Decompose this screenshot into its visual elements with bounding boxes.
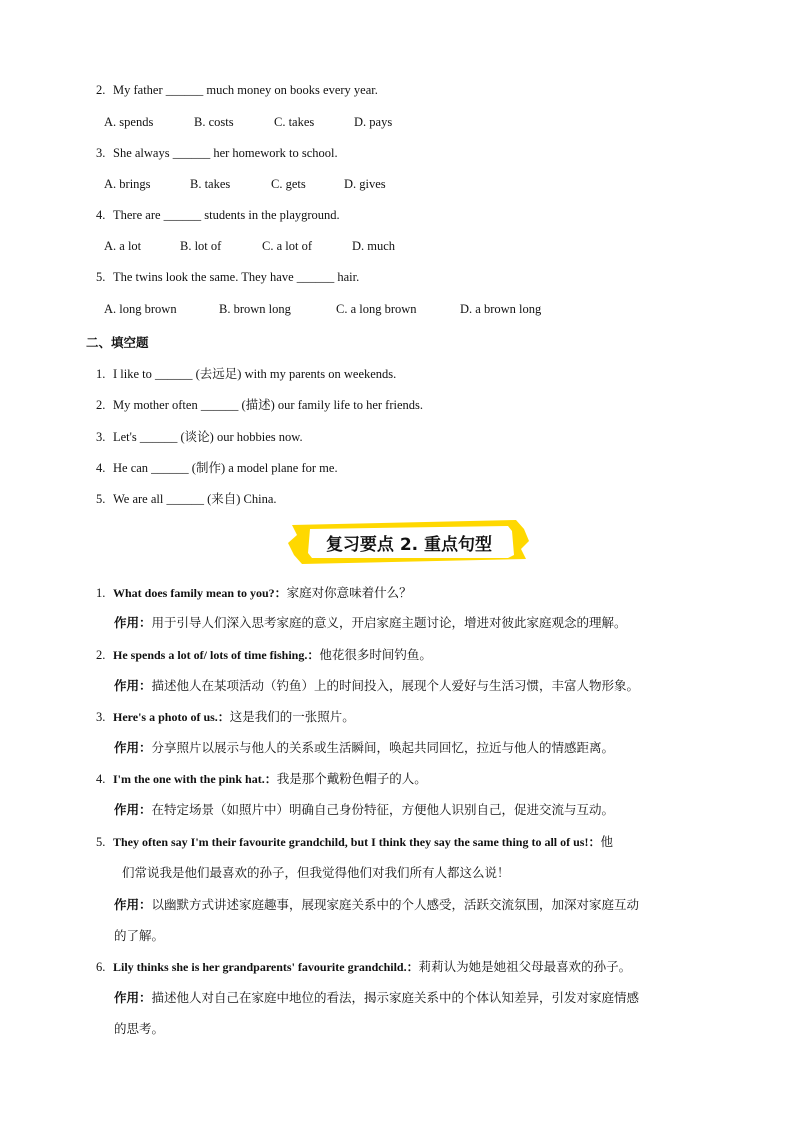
question-number: 3. bbox=[96, 146, 106, 160]
sentence-usage bbox=[114, 613, 627, 631]
usage-label: 作用： bbox=[114, 897, 152, 912]
usage-text: 以幽默方式讲述家庭趣事，展现家庭关系中的个人感受，活跃交流氛围，加深对家庭互动 bbox=[151, 897, 640, 912]
sentence-5 bbox=[96, 832, 613, 850]
sentence-english: I'm the one with the pink hat.： bbox=[113, 772, 277, 786]
sentence-chinese: 他 bbox=[600, 834, 613, 849]
usage-label: 作用： bbox=[114, 802, 152, 817]
option-a: A. a lot bbox=[104, 239, 142, 253]
sentence-chinese: 他花很多时间钓鱼。 bbox=[319, 647, 432, 662]
item-number: 5. bbox=[96, 492, 106, 506]
option-d: D. much bbox=[352, 239, 396, 253]
usage-text: 在特定场景（如照片中）明确自己身份特征，方便他人识别自己，促进交流与互动。 bbox=[151, 802, 615, 817]
sentence-english: He spends a lot of/ lots of time fishing.： bbox=[113, 648, 320, 662]
sentence-chinese: 我是那个戴粉色帽子的人。 bbox=[276, 771, 427, 786]
sentence-english: They often say I'm their favourite grandchild, but I think they say the same thing to all of us!： bbox=[113, 835, 601, 849]
sentence-3 bbox=[96, 707, 355, 725]
question-text: She always ______ her homework to school. bbox=[113, 146, 338, 160]
options-row bbox=[104, 302, 541, 317]
usage-text: 描述他人在某项活动（钓鱼）上的时间投入，展现个人爱好与生活习惯，丰富人物形象。 bbox=[151, 678, 640, 693]
option-d: D. a brown long bbox=[460, 302, 542, 316]
question-5 bbox=[96, 270, 359, 285]
usage-text: 用于引导人们深入思考家庭的意义，开启家庭主题讨论，增进对彼此家庭观念的理解。 bbox=[151, 615, 627, 630]
sentence-english: Here's a photo of us.： bbox=[113, 710, 230, 724]
question-4 bbox=[96, 208, 340, 223]
usage-text: 描述他人对自己在家庭中地位的看法，揭示家庭关系中的个体认知差异，引发对家庭情感 bbox=[151, 990, 640, 1005]
options-row bbox=[104, 177, 386, 192]
sentence-chinese: 家庭对你意味着什么？ bbox=[286, 585, 412, 600]
usage-continued: 的思考。 bbox=[114, 1021, 165, 1036]
fill-item-3 bbox=[96, 427, 303, 445]
sentence-chinese: 这是我们的一张照片。 bbox=[229, 709, 355, 724]
option-c: C. a long brown bbox=[336, 302, 417, 316]
question-2 bbox=[96, 83, 378, 98]
sentence-number: 5. bbox=[96, 835, 106, 849]
fill-item-1 bbox=[96, 364, 396, 382]
usage-label: 作用： bbox=[114, 678, 152, 693]
question-number: 2. bbox=[96, 83, 106, 97]
sentence-number: 6. bbox=[96, 960, 106, 974]
options-row bbox=[104, 115, 392, 130]
sentence-4 bbox=[96, 769, 427, 787]
option-a: A. long brown bbox=[104, 302, 177, 316]
sentence-usage bbox=[114, 895, 639, 913]
option-b: B. takes bbox=[190, 177, 231, 191]
sentence-chinese: 莉莉认为她是她祖父母最喜欢的孙子。 bbox=[418, 959, 632, 974]
item-number: 2. bbox=[96, 398, 106, 412]
option-a: A. brings bbox=[104, 177, 151, 191]
option-b: B. brown long bbox=[219, 302, 291, 316]
question-3 bbox=[96, 146, 338, 161]
sentence-english: What does family mean to you?： bbox=[113, 586, 287, 600]
question-number: 4. bbox=[96, 208, 106, 222]
option-c: C. gets bbox=[271, 177, 306, 191]
sentence-6 bbox=[96, 957, 631, 975]
item-number: 3. bbox=[96, 430, 106, 444]
sentence-1 bbox=[96, 583, 412, 601]
sentence-number: 3. bbox=[96, 710, 106, 724]
usage-continued: 的了解。 bbox=[114, 928, 165, 943]
banner-title: 复习要点 2. 重点句型 bbox=[325, 534, 493, 555]
item-text: Let's ______ (谈论) our hobbies now. bbox=[113, 430, 303, 444]
sentence-2 bbox=[96, 645, 432, 663]
sentence-number: 4. bbox=[96, 772, 106, 786]
question-text: The twins look the same. They have ______ hair. bbox=[113, 270, 360, 284]
question-text: My father ______ much money on books every year. bbox=[113, 83, 378, 97]
option-b: B. lot of bbox=[180, 239, 222, 253]
fill-item-2 bbox=[96, 395, 423, 413]
item-number: 1. bbox=[96, 367, 106, 381]
item-text: We are all ______ (来自) China. bbox=[113, 492, 277, 506]
item-number: 4. bbox=[96, 461, 106, 475]
sentence-usage bbox=[114, 676, 639, 694]
item-text: I like to ______ (去远足) with my parents on weekends. bbox=[113, 367, 397, 381]
sentence-usage bbox=[114, 738, 614, 756]
item-text: My mother often ______ (描述) our family life to her friends. bbox=[113, 398, 423, 412]
option-d: D. gives bbox=[344, 177, 386, 191]
question-number: 5. bbox=[96, 270, 106, 284]
usage-text: 分享照片以展示与他人的关系或生活瞬间，唤起共同回忆，拉近与他人的情感距离。 bbox=[151, 740, 615, 755]
sentence-usage bbox=[114, 988, 639, 1006]
option-c: C. a lot of bbox=[262, 239, 312, 253]
usage-label: 作用： bbox=[114, 990, 152, 1005]
option-c: C. takes bbox=[274, 115, 315, 129]
options-row bbox=[104, 239, 395, 254]
usage-label: 作用： bbox=[114, 740, 152, 755]
option-a: A. spends bbox=[104, 115, 154, 129]
section-banner bbox=[288, 519, 530, 565]
sentence-number: 1. bbox=[96, 586, 106, 600]
sentence-chinese-continued: 们常说我是他们最喜欢的孙子，但我觉得他们对我们所有人都这么说！ bbox=[122, 865, 510, 880]
sentence-english: Lily thinks she is her grandparents' favourite grandchild.： bbox=[113, 960, 419, 974]
fill-item-4 bbox=[96, 458, 338, 476]
item-text: He can ______ (制作) a model plane for me. bbox=[113, 461, 338, 475]
section-heading: 二、填空题 bbox=[86, 335, 149, 350]
option-d: D. pays bbox=[354, 115, 393, 129]
sentence-usage bbox=[114, 800, 614, 818]
question-text: There are ______ students in the playground. bbox=[113, 208, 340, 222]
fill-item-5 bbox=[96, 489, 277, 507]
usage-label: 作用： bbox=[114, 615, 152, 630]
option-b: B. costs bbox=[194, 115, 234, 129]
sentence-number: 2. bbox=[96, 648, 106, 662]
